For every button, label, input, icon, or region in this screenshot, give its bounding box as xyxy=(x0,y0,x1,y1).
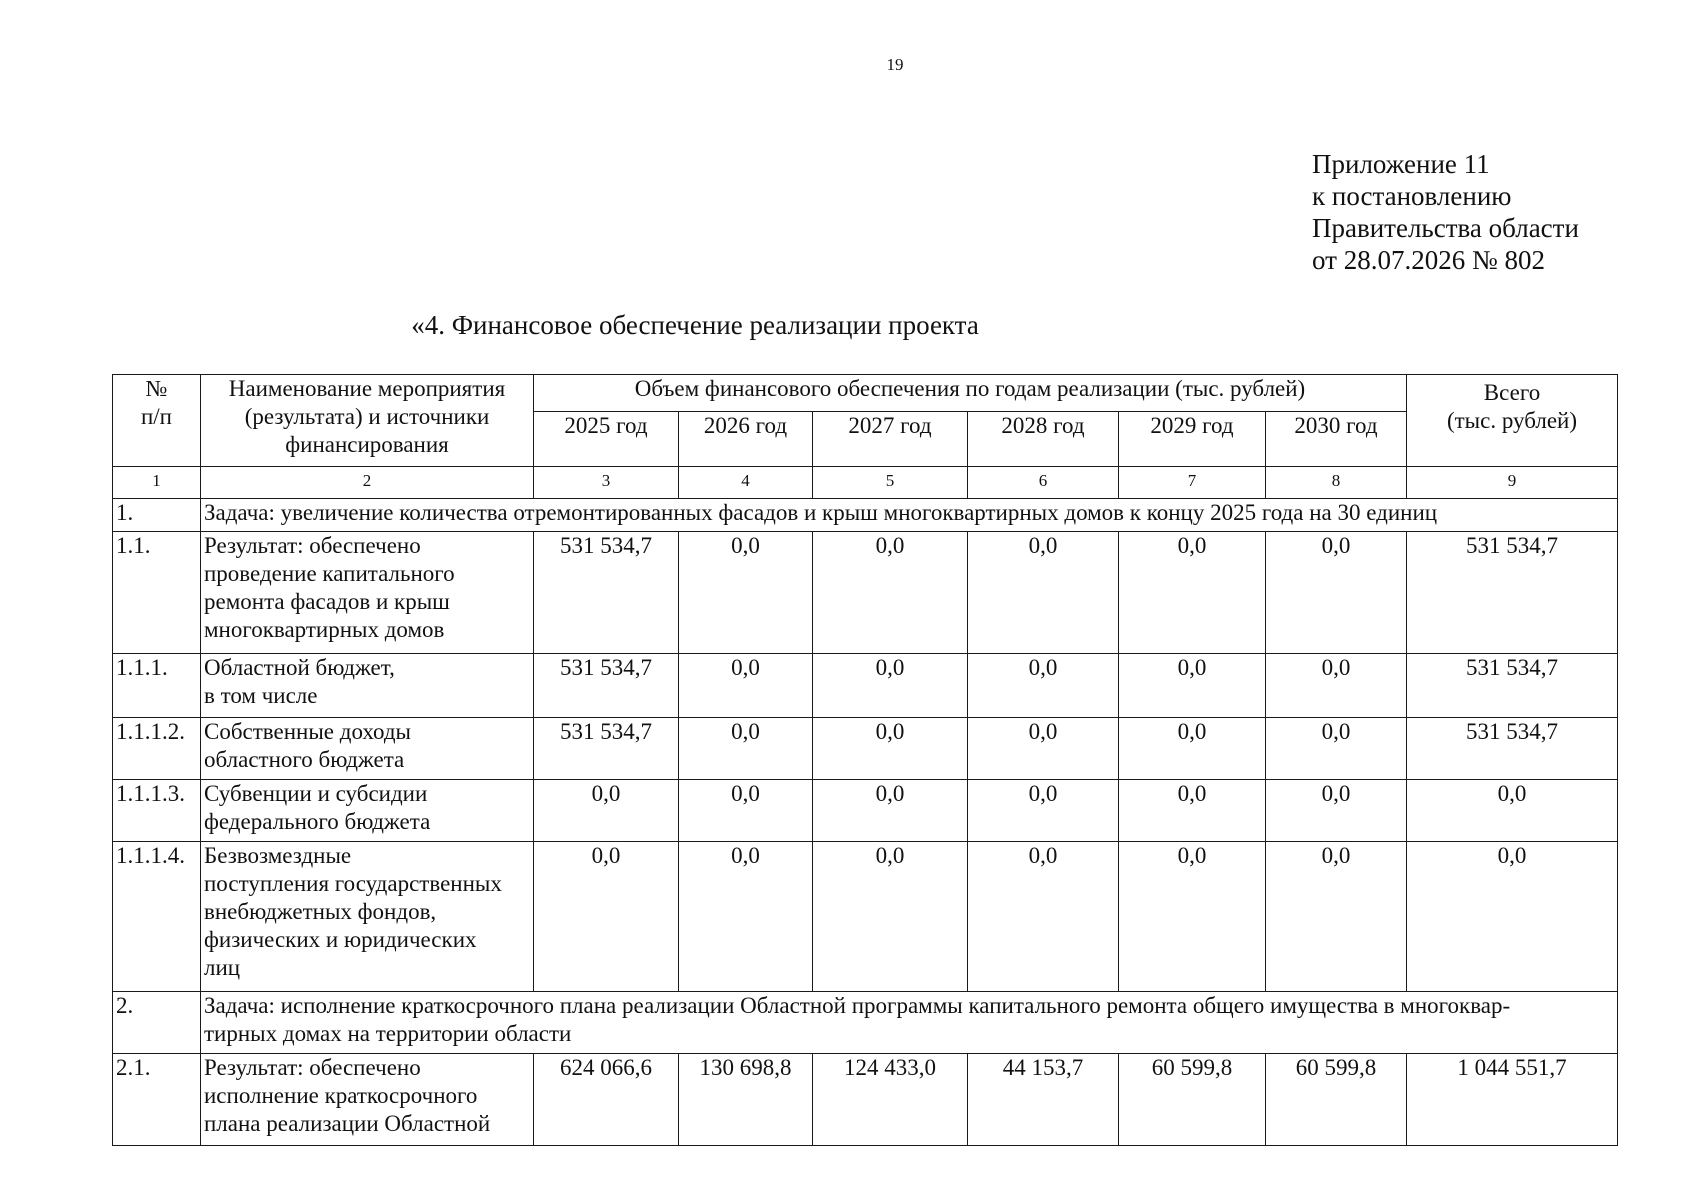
row-name-line: поступления государственных xyxy=(204,871,502,896)
value-cell: 0,0 xyxy=(813,780,968,842)
value-cell: 0,0 xyxy=(534,780,679,842)
table-row xyxy=(113,842,1618,992)
row-num: 1.1.1.2. xyxy=(113,718,201,780)
row-name-line: Безвозмездные xyxy=(204,843,352,868)
row-name xyxy=(201,780,534,842)
header-year: 2027 год xyxy=(813,412,968,467)
header-volume: Объем финансового обеспечения по годам реализации (тыс. рублей) xyxy=(534,375,1407,412)
value-cell: 0,0 xyxy=(968,842,1119,992)
total-cell: 0,0 xyxy=(1407,780,1618,842)
column-number: 3 xyxy=(534,467,679,499)
task-row xyxy=(113,499,1618,532)
value-cell: 0,0 xyxy=(679,532,813,654)
table-row xyxy=(113,654,1618,718)
row-num: 1.1. xyxy=(113,532,201,654)
value-cell: 0,0 xyxy=(679,718,813,780)
header-num-line-2: п/п xyxy=(140,404,172,429)
value-cell: 0,0 xyxy=(968,780,1119,842)
row-name-line: плана реализации Областной xyxy=(204,1111,491,1136)
value-cell: 0,0 xyxy=(1119,718,1266,780)
row-name-line: Результат: обеспечено xyxy=(204,533,421,558)
value-cell: 0,0 xyxy=(813,842,968,992)
column-number: 5 xyxy=(813,467,968,499)
header-num xyxy=(113,375,201,467)
value-cell: 44 153,7 xyxy=(968,1054,1119,1146)
task-text: Задача: увеличение количества отремонтированных фасадов и крыш многоквартирных домов к концу 2025 года на 30 единиц xyxy=(201,499,1618,532)
appendix-line-1: Приложение 11 xyxy=(1312,149,1490,179)
appendix-line-3: Правительства области xyxy=(1312,213,1579,243)
value-cell: 0,0 xyxy=(1266,532,1407,654)
row-name-line: физических и юридических xyxy=(204,927,477,952)
table-header-row xyxy=(113,375,1618,412)
row-name xyxy=(201,1054,534,1146)
table-row xyxy=(113,718,1618,780)
value-cell: 0,0 xyxy=(1119,532,1266,654)
total-cell: 1 044 551,7 xyxy=(1407,1054,1618,1146)
row-name-line: областного бюджета xyxy=(204,747,405,772)
value-cell: 60 599,8 xyxy=(1119,1054,1266,1146)
value-cell: 0,0 xyxy=(968,718,1119,780)
value-cell: 0,0 xyxy=(813,654,968,718)
page-number: 19 xyxy=(886,55,904,74)
section-title: «4. Финансовое обеспечение реализации проекта xyxy=(411,310,979,340)
row-name xyxy=(201,532,534,654)
value-cell: 0,0 xyxy=(968,532,1119,654)
appendix-line-4: от 28.07.2026 № 802 xyxy=(1312,245,1545,275)
header-year: 2028 год xyxy=(968,412,1119,467)
table-row xyxy=(113,532,1618,654)
value-cell: 0,0 xyxy=(1119,780,1266,842)
row-name-line: Результат: обеспечено xyxy=(204,1055,421,1080)
header-name-line-1: Наименование мероприятия xyxy=(228,376,506,401)
column-numbers-row xyxy=(113,467,1618,499)
row-name-line: в том числе xyxy=(204,683,318,708)
header-name xyxy=(201,375,534,467)
value-cell: 0,0 xyxy=(534,842,679,992)
header-num-line-1: № xyxy=(145,376,168,401)
total-cell: 531 534,7 xyxy=(1407,718,1618,780)
row-name xyxy=(201,654,534,718)
header-total-line-2: (тыс. рублей) xyxy=(1446,408,1578,433)
header-year: 2029 год xyxy=(1119,412,1266,467)
row-name-line: ремонта фасадов и крыш xyxy=(204,589,450,614)
column-number: 8 xyxy=(1266,467,1407,499)
value-cell: 624 066,6 xyxy=(534,1054,679,1146)
value-cell: 0,0 xyxy=(1266,842,1407,992)
row-name-line: федерального бюджета xyxy=(204,809,431,834)
value-cell: 0,0 xyxy=(1266,718,1407,780)
column-number: 4 xyxy=(679,467,813,499)
header-year: 2025 год xyxy=(534,412,679,467)
value-cell: 0,0 xyxy=(1266,780,1407,842)
value-cell: 0,0 xyxy=(1266,654,1407,718)
row-name-line: Собственные доходы xyxy=(204,719,412,744)
value-cell: 531 534,7 xyxy=(534,718,679,780)
appendix-block xyxy=(1312,148,1579,276)
table-row xyxy=(113,1054,1618,1146)
column-number: 9 xyxy=(1407,467,1618,499)
value-cell: 531 534,7 xyxy=(534,654,679,718)
row-num: 1.1.1. xyxy=(113,654,201,718)
value-cell: 0,0 xyxy=(813,532,968,654)
value-cell: 0,0 xyxy=(968,654,1119,718)
header-year: 2030 год xyxy=(1266,412,1407,467)
row-name-line: исполнение краткосрочного xyxy=(204,1083,478,1108)
total-cell: 531 534,7 xyxy=(1407,532,1618,654)
row-num: 1. xyxy=(113,499,201,532)
value-cell: 0,0 xyxy=(679,780,813,842)
column-number: 7 xyxy=(1119,467,1266,499)
column-number: 2 xyxy=(201,467,534,499)
header-year: 2026 год xyxy=(679,412,813,467)
value-cell: 130 698,8 xyxy=(679,1054,813,1146)
row-num: 2. xyxy=(113,992,201,1054)
value-cell: 0,0 xyxy=(813,718,968,780)
total-cell: 0,0 xyxy=(1407,842,1618,992)
row-name-line: многоквартирных домов xyxy=(204,617,445,642)
row-num: 1.1.1.3. xyxy=(113,780,201,842)
row-name-line: внебюджетных фондов, xyxy=(204,899,437,924)
value-cell: 531 534,7 xyxy=(534,532,679,654)
total-cell: 531 534,7 xyxy=(1407,654,1618,718)
task-row xyxy=(113,992,1618,1054)
value-cell: 60 599,8 xyxy=(1266,1054,1407,1146)
task-text xyxy=(201,992,1618,1054)
row-num: 1.1.1.4. xyxy=(113,842,201,992)
row-name-line: Субвенции и субсидии xyxy=(204,781,428,806)
task-text-line: Задача: исполнение краткосрочного плана реализации Областной программы капитального ремонта общего имущества в многоквар- xyxy=(204,993,1511,1018)
task-text-line: тирных домах на территории области xyxy=(204,1021,572,1046)
appendix-line-2: к постановлению xyxy=(1312,181,1512,211)
header-total-line-1: Всего xyxy=(1483,380,1541,405)
row-name xyxy=(201,718,534,780)
row-name-line: проведение капитального xyxy=(204,561,455,586)
table-row xyxy=(113,780,1618,842)
row-name xyxy=(201,842,534,992)
value-cell: 0,0 xyxy=(679,842,813,992)
row-name-line: Областной бюджет, xyxy=(204,655,395,680)
value-cell: 124 433,0 xyxy=(813,1054,968,1146)
row-num: 2.1. xyxy=(113,1054,201,1146)
value-cell: 0,0 xyxy=(1119,842,1266,992)
column-number: 6 xyxy=(968,467,1119,499)
row-name-line: лиц xyxy=(204,955,241,980)
column-number: 1 xyxy=(113,467,201,499)
value-cell: 0,0 xyxy=(1119,654,1266,718)
header-name-line-3: финансирования xyxy=(285,432,449,457)
financing-table xyxy=(112,374,1618,1146)
header-name-line-2: (результата) и источники xyxy=(244,404,490,429)
header-total xyxy=(1407,375,1618,467)
value-cell: 0,0 xyxy=(679,654,813,718)
